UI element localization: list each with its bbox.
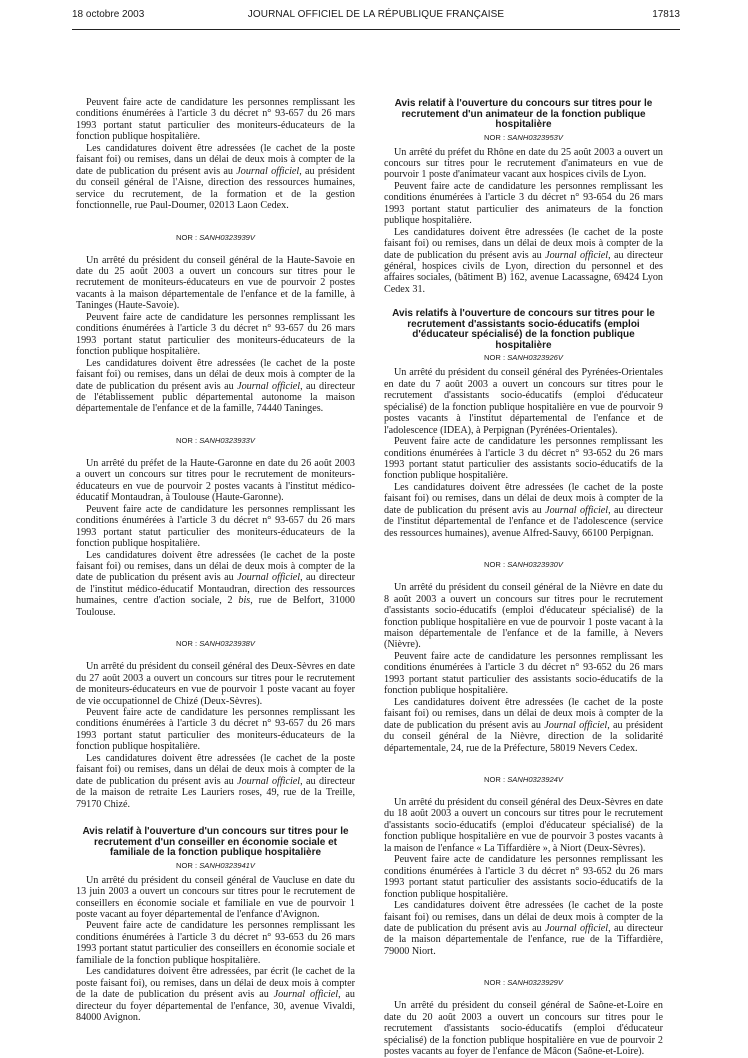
paragraph: Les candidatures doivent être adressées (le cachet de la poste faisant foi) ou remises, dans un délai de deux mois à compter de la date de publication du présent avis au Journal officiel, au président du conseil général de l'Aisne, direction des ressources humaines, service du recrutement, de la formation et de la gestion fonctionnelle, rue Paul-Doumer, 02013 Laon Cedex.: [76, 142, 355, 212]
paragraph: Un arrêté du président du conseil général de la Nièvre en date du 8 août 2003 a ouvert un concours sur titres pour le recrutement d'assistants socio-éducatifs (emploi d'éducateur spécialisé) de la fonction publique hospitalière en vue de pourvoir 1 poste vacant à la maison départementale de l'enfance et de la famille, à Nevers (Nièvre).: [384, 582, 663, 651]
journal-title: JOURNAL OFFICIEL DE LA RÉPUBLIQUE FRANÇAISE: [247, 9, 505, 20]
paragraph: Un arrêté du préfet de la Haute-Garonne en date du 26 août 2003 a ouvert un concours sur titres pour le recrutement de moniteurs-éducateurs en vue de pourvoir 2 postes vacants à l'institut médico-éducatif Montaudran, à Toulouse (Haute-Garonne).: [76, 457, 355, 504]
paragraph: Peuvent faire acte de candidature les personnes remplissant les conditions énumérées à l'article 3 du décret n° 93-652 du 26 mars 1993 portant statut particulier des assistants socio-éducatifs de la fonction publique hospitalière.: [384, 650, 663, 697]
paragraph: Un arrêté du président du conseil général des Deux-Sèvres en date du 27 août 2003 a ouvert un concours sur titres pour le recrutement de moniteurs-éducateurs en vue de pourvoir 1 poste vacant au foyer de vie occupationnel de Chizé (Deux-Sèvres).: [76, 661, 355, 707]
nor-reference: NOR : SANH0323929V: [484, 978, 563, 988]
nor-reference: NOR : SANH0323933V: [176, 435, 255, 445]
section-heading: Avis relatif à l'ouverture du concours sur titres pour le recrutement d'un animateur de la fonction publique hospitalière: [394, 98, 653, 130]
nor-reference: NOR : SANH0323924V: [484, 774, 563, 784]
paragraph: Un arrêté du président du conseil général de Vaucluse en date du 13 juin 2003 a ouvert un concours sur titres pour le recrutement de conseillers en économie sociale et familiale en vue de pourvoir 1 poste vacant au foyer départemental de l'enfance d'Avignon.: [76, 874, 355, 920]
paragraph: Les candidatures doivent être adressées (le cachet de la poste faisant foi) ou remises, dans un délai de deux mois à compter de la date de publication du présent avis au Journal officiel, au directeur de la maison de retraite Les Lauriers roses, 49, rue de la Treille, 79170 Chizé.: [76, 752, 355, 810]
paragraph: Un arrêté du président du conseil général de Saône-et-Loire en date du 20 août 2003 a ouvert un concours sur titres pour le recrutement d'assistants socio-éducatifs (emploi d'éducateur spécialisé) de la fonction publique hospitalière en vue de pourvoir 2 postes vacants au foyer de l'enfance de Mâcon (Saône-et-Loire).: [384, 1000, 663, 1058]
paragraph: Peuvent faire acte de candidature les personnes remplissant les conditions énumérées à l'article 3 du décret n° 93-657 du 26 mars 1993 portant statut particulier des moniteurs-éducateurs de la fonction publique hospitalière.: [76, 311, 355, 358]
paragraph: Peuvent faire acte de candidature les personnes remplissant les conditions énumérées à l'article 3 du décret n° 93-657 du 26 mars 1993 portant statut particulier des moniteurs-éducateurs de la fonction publique hospitalière.: [76, 707, 355, 753]
paragraph: Les candidatures doivent être adressées (le cachet de la poste faisant foi) ou remises, dans un délai de deux mois à compter de la date de publication du présent avis au Journal officiel, au président du conseil général de la Nièvre, direction de la solidarité départementale, 24, rue de la Préfecture, 58019 Nevers Cedex.: [384, 696, 663, 754]
header-rule: [72, 29, 680, 30]
page-header: [72, 9, 680, 25]
paragraph: Peuvent faire acte de candidature les personnes remplissant les conditions énumérées à l'article 3 du décret n° 93-653 du 26 mars 1993 portant statut particulier des conseillers en économie sociale et familiale de la fonction publique hospitalière.: [76, 920, 355, 966]
right-column: [384, 99, 663, 1058]
nor-reference: NOR : SANH0323939V: [176, 232, 255, 242]
section-heading: Avis relatif à l'ouverture d'un concours sur titres pour le recrutement d'un conseiller en économie sociale et familiale de la fonction publique hospitalière: [82, 826, 349, 859]
paragraph: Peuvent faire acte de candidature les personnes remplissant les conditions énumérées à l'article 3 du décret n° 93-657 du 26 mars 1993 portant statut particulier des moniteurs-éducateurs de la fonction publique hospitalière.: [76, 503, 355, 550]
paragraph: Les candidatures doivent être adressées (le cachet de la poste faisant foi) ou remises, dans un délai de deux mois à compter de la date de publication du présent avis au Journal officiel, au directeur de l'établissement public départemental autonome la maison départementale de l'enfance et de la famille, 74440 Taninges.: [76, 357, 355, 415]
paragraph: Peuvent faire acte de candidature les personnes remplissant les conditions énumérées à l'article 3 du décret n° 93-654 du 26 mars 1993 portant statut particulier des animateurs de la fonction publique hospitalière.: [384, 180, 663, 227]
nor-reference: NOR : SANH0323926V: [484, 353, 563, 363]
nor-reference: NOR : SANH0323953V: [484, 132, 563, 142]
nor-reference: NOR : SANH0323941V: [176, 860, 255, 870]
paragraph: Les candidatures doivent être adressées (le cachet de la poste faisant foi) ou remises, dans un délai de deux mois à compter de la date de publication du présent avis au Journal officiel, au directeur de l'institut départemental de l'enfance et de l'adolescence (service des ressources humaines), avenue Alfred-Sauvy, 66100 Perpignan.: [384, 481, 663, 539]
header-date: 18 octobre 2003: [72, 9, 145, 20]
paragraph: Peuvent faire acte de candidature les personnes remplissant les conditions énumérées à l'article 3 du décret n° 93-652 du 26 mars 1993 portant statut particulier des assistants socio-éducatifs de la fonction publique hospitalière.: [384, 436, 663, 482]
paragraph: Un arrêté du président du conseil général de la Haute-Savoie en date du 25 août 2003 a ouvert un concours sur titres pour le recrutement de moniteurs-éducateurs en vue de pourvoir 2 postes vacants à la maison départementale de l'enfance et de la famille, à Taninges (Haute-Savoie).: [76, 254, 355, 312]
nor-reference: NOR : SANH0323930V: [484, 560, 563, 570]
paragraph: Peuvent faire acte de candidature les personnes remplissant les conditions énumérées à l'article 3 du décret n° 93-657 du 26 mars 1993 portant statut particulier des moniteurs-éducateurs de la fonction publique hospitalière.: [76, 97, 355, 143]
paragraph: Un arrêté du président du conseil général des Pyrénées-Orientales en date du 7 août 2003 a ouvert un concours sur titres pour le recrutement d'assistants socio-éducatifs (emploi d'éducateur spécialisé) de la fonction publique hospitalière en vue de pourvoir 9 postes vacants à l'institut départemental de l'enfance et de l'adolescence (IDEA), à Perpignan (Pyrénées-Orientales).: [384, 367, 663, 436]
paragraph: Les candidatures doivent être adressées (le cachet de la poste faisant foi) ou remises, dans un délai de deux mois à compter de la date de publication du présent avis au Journal officiel, au directeur de l'institut médico-éducatif Montaudran, direction des ressources humaines, centre d'action sociale, 2 bis, rue de Belfort, 31000 Toulouse.: [76, 549, 355, 618]
section-heading: Avis relatifs à l'ouverture de concours sur titres pour le recrutement d'assistants socio-éducatifs (emploi d'éducateur spécialisé) de la fonction publique hospitalière: [392, 308, 655, 351]
page-number: 17813: [652, 9, 680, 20]
paragraph: Les candidatures doivent être adressées (le cachet de la poste faisant foi) ou remises, dans un délai de deux mois à compter de la date de publication du présent avis au Journal officiel, au directeur de la maison départementale de l'enfance, rue de la Tiffardière, 79000 Niort.: [384, 900, 663, 957]
paragraph: Les candidatures doivent être adressées (le cachet de la poste faisant foi) ou remises, dans un délai de deux mois à compter de la date de publication du présent avis au Journal officiel, au directeur général, hospices civils de Lyon, direction du personnel et des affaires sociales, (bâtiment B) 162, avenue Lacassagne, 69424 Lyon Cedex 31.: [384, 226, 663, 295]
paragraph: Un arrêté du président du conseil général des Deux-Sèvres en date du 18 août 2003 a ouvert un concours sur titres pour le recrutement d'assistants socio-éducatifs (emploi d'éducateur spécialisé) de la fonction publique hospitalière en vue de pourvoir 3 postes vacants à la maison de l'enfance « La Tiffardière », à Niort (Deux-Sèvres).: [384, 796, 663, 854]
paragraph: Peuvent faire acte de candidature les personnes remplissant les conditions énumérées à l'article 3 du décret n° 93-652 du 26 mars 1993 portant statut particulier des assistants socio-éducatifs de la fonction publique hospitalière.: [384, 854, 663, 900]
paragraph: Un arrêté du préfet du Rhône en date du 25 août 2003 a ouvert un concours sur titres pour le recrutement d'animateurs en vue de pourvoir 1 poste d'animateur vacant aux hospices civils de Lyon.: [384, 146, 663, 181]
left-column: [76, 97, 355, 1024]
paragraph: Les candidatures doivent être adressées, par écrit (le cachet de la poste faisant foi), ou remises, dans un délai de deux mois à compter de la date de publication du présent avis au Journal officiel, au directeur du foyer départemental de l'enfance, 30, avenue Vivaldi, 84000 Avignon.: [76, 966, 355, 1024]
nor-reference: NOR : SANH0323938V: [176, 639, 255, 649]
